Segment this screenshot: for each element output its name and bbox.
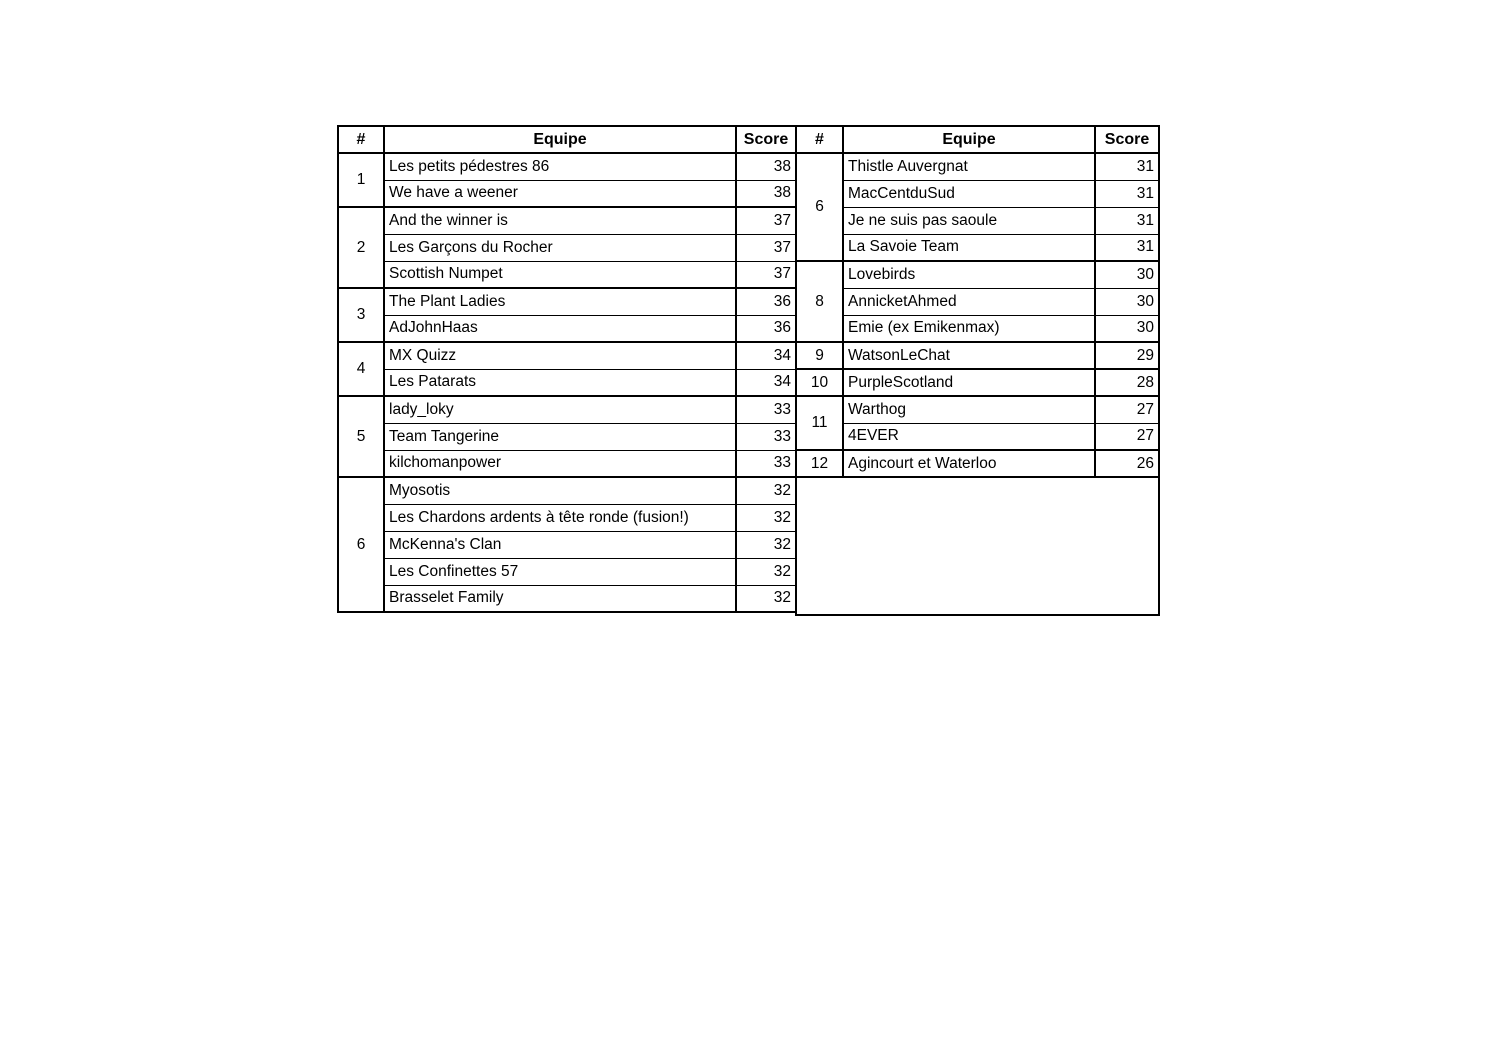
team-name-cell: And the winner is: [384, 207, 736, 234]
rank-cell: 12: [796, 450, 843, 477]
team-row: [796, 396, 1159, 423]
team-name-cell: Les Garçons du Rocher: [384, 234, 736, 261]
team-row: [338, 396, 796, 423]
team-row: [338, 423, 796, 450]
team-name-cell: We have a weener: [384, 180, 736, 207]
score-cell: 34: [736, 369, 796, 396]
score-cell: 36: [736, 315, 796, 342]
team-row: [338, 558, 796, 585]
score-cell: 33: [736, 450, 796, 477]
score-cell: 34: [736, 342, 796, 369]
score-cell: 31: [1095, 153, 1159, 180]
score-cell: 37: [736, 261, 796, 288]
score-cell: 32: [736, 477, 796, 504]
team-row: [338, 315, 796, 342]
team-name-cell: MacCentduSud: [843, 180, 1095, 207]
score-cell: 30: [1095, 315, 1159, 342]
team-row: [338, 450, 796, 477]
team-name-cell: Brasselet Family: [384, 585, 736, 612]
team-name-cell: AdJohnHaas: [384, 315, 736, 342]
ranking-tables: [337, 125, 1160, 616]
team-name-cell: McKenna's Clan: [384, 531, 736, 558]
team-row: [796, 288, 1159, 315]
empty-row: [796, 477, 1159, 615]
score-cell: 30: [1095, 261, 1159, 288]
team-name-cell: kilchomanpower: [384, 450, 736, 477]
header-row: [338, 126, 796, 153]
team-name-cell: Scottish Numpet: [384, 261, 736, 288]
rank-cell: 1: [338, 153, 384, 207]
ranking-table-right: [795, 125, 1160, 616]
team-row: [338, 342, 796, 369]
team-name-cell: MX Quizz: [384, 342, 736, 369]
score-cell: 30: [1095, 288, 1159, 315]
empty-cell: [796, 477, 1159, 615]
team-column-header: Equipe: [843, 126, 1095, 153]
score-cell: 32: [736, 504, 796, 531]
rank-cell: 11: [796, 396, 843, 450]
team-name-cell: lady_loky: [384, 396, 736, 423]
team-row: [338, 207, 796, 234]
team-name-cell: Team Tangerine: [384, 423, 736, 450]
score-cell: 36: [736, 288, 796, 315]
rank-cell: 4: [338, 342, 384, 396]
score-cell: 28: [1095, 369, 1159, 396]
score-cell: 31: [1095, 234, 1159, 261]
score-cell: 38: [736, 153, 796, 180]
team-name-cell: Myosotis: [384, 477, 736, 504]
team-row: [338, 504, 796, 531]
team-row: [338, 153, 796, 180]
team-row: [796, 423, 1159, 450]
score-cell: 31: [1095, 180, 1159, 207]
team-row: [796, 180, 1159, 207]
team-row: [796, 342, 1159, 369]
team-name-cell: WatsonLeChat: [843, 342, 1095, 369]
team-name-cell: PurpleScotland: [843, 369, 1095, 396]
rank-cell: 3: [338, 288, 384, 342]
team-name-cell: Thistle Auvergnat: [843, 153, 1095, 180]
score-cell: 37: [736, 207, 796, 234]
score-cell: 37: [736, 234, 796, 261]
score-cell: 26: [1095, 450, 1159, 477]
score-cell: 32: [736, 585, 796, 612]
rank-cell: 10: [796, 369, 843, 396]
score-cell: 33: [736, 423, 796, 450]
team-column-header: Equipe: [384, 126, 736, 153]
team-name-cell: Les Patarats: [384, 369, 736, 396]
right-table-body: [796, 153, 1159, 615]
team-name-cell: Les Chardons ardents à tête ronde (fusion!): [384, 504, 736, 531]
score-cell: 27: [1095, 423, 1159, 450]
team-row: [338, 369, 796, 396]
score-cell: 29: [1095, 342, 1159, 369]
rank-cell: 8: [796, 261, 843, 342]
team-row: [796, 369, 1159, 396]
score-cell: 33: [736, 396, 796, 423]
team-name-cell: La Savoie Team: [843, 234, 1095, 261]
score-column-header: Score: [736, 126, 796, 153]
rank-column-header: #: [796, 126, 843, 153]
score-cell: 38: [736, 180, 796, 207]
rank-cell: 2: [338, 207, 384, 288]
score-column-header: Score: [1095, 126, 1159, 153]
team-name-cell: Lovebirds: [843, 261, 1095, 288]
team-name-cell: Warthog: [843, 396, 1095, 423]
team-name-cell: Agincourt et Waterloo: [843, 450, 1095, 477]
team-row: [796, 450, 1159, 477]
left-table-body: [338, 153, 796, 612]
score-cell: 32: [736, 558, 796, 585]
team-row: [796, 153, 1159, 180]
team-row: [338, 477, 796, 504]
rank-cell: 6: [338, 477, 384, 612]
team-row: [338, 261, 796, 288]
team-row: [796, 207, 1159, 234]
team-name-cell: Les Confinettes 57: [384, 558, 736, 585]
score-cell: 32: [736, 531, 796, 558]
team-row: [338, 234, 796, 261]
team-name-cell: Je ne suis pas saoule: [843, 207, 1095, 234]
rank-cell: 5: [338, 396, 384, 477]
team-row: [796, 261, 1159, 288]
rank-column-header: #: [338, 126, 384, 153]
rank-cell: 9: [796, 342, 843, 369]
team-row: [338, 288, 796, 315]
header-row: [796, 126, 1159, 153]
rank-cell: 6: [796, 153, 843, 261]
ranking-table-left: [337, 125, 797, 613]
team-row: [338, 531, 796, 558]
team-row: [338, 585, 796, 612]
team-row: [796, 234, 1159, 261]
score-cell: 27: [1095, 396, 1159, 423]
team-row: [796, 315, 1159, 342]
team-name-cell: Les petits pédestres 86: [384, 153, 736, 180]
score-cell: 31: [1095, 207, 1159, 234]
team-name-cell: Emie (ex Emikenmax): [843, 315, 1095, 342]
team-name-cell: AnnicketAhmed: [843, 288, 1095, 315]
team-row: [338, 180, 796, 207]
team-name-cell: 4EVER: [843, 423, 1095, 450]
team-name-cell: The Plant Ladies: [384, 288, 736, 315]
